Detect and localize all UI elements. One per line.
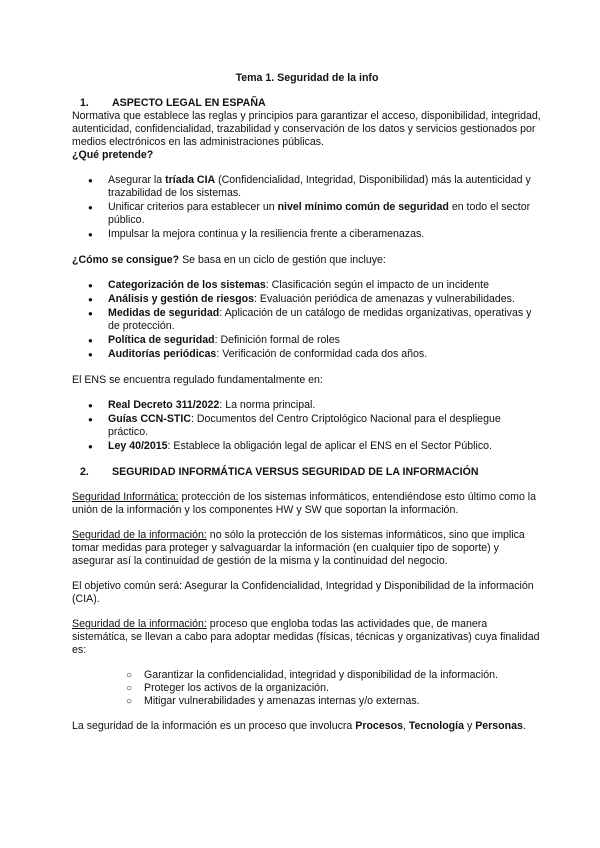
list-item: [72, 293, 542, 306]
list-item: [72, 440, 542, 453]
conclusion-bold: Procesos: [355, 720, 403, 732]
law-text: : La norma principal.: [219, 399, 316, 411]
law-bold: Ley 40/2015: [108, 440, 168, 452]
term-underlined: Seguridad Informática:: [72, 491, 179, 503]
list-item: [72, 413, 542, 439]
conclusion-text: La seguridad de la información es un proceso que involucra: [72, 720, 356, 732]
list-item: [72, 399, 542, 412]
law-bold: Real Decreto 311/2022: [108, 399, 220, 411]
goal-text: Impulsar la mejora continua y la resiliencia frente a ciberamenazas.: [108, 228, 425, 240]
list-item: [72, 334, 542, 347]
page-title: Tema 1. Seguridad de la info: [235, 72, 379, 84]
step-text: : Verificación de conformidad cada dos años.: [216, 348, 428, 360]
list-item: [72, 307, 542, 333]
list-item: [72, 201, 542, 227]
section-1-number: 1.: [80, 97, 89, 109]
section-2-title: SEGURIDAD INFORMÁTICA VERSUS SEGURIDAD DE LA INFORMACIÓN: [112, 466, 479, 478]
law-bold: Guías CCN-STIC: [108, 413, 191, 425]
list-item: [72, 348, 542, 361]
conclusion-bold: Tecnología: [408, 720, 464, 732]
term-underlined: Seguridad de la información:: [72, 529, 207, 541]
law-text: : Establece la obligación legal de aplicar el ENS en el Sector Público.: [167, 440, 492, 452]
step-text: : Evaluación periódica de amenazas y vulnerabilidades.: [254, 293, 515, 305]
question-what-text: ¿Qué pretende?: [72, 149, 154, 161]
paragraph-proceso: [72, 618, 542, 657]
term-underlined: Seguridad de la información:: [72, 618, 207, 630]
law-text: : Documentos del Centro Criptológico Nacional para el despliegue práctico.: [108, 413, 501, 438]
step-text: : Definición formal de roles: [214, 334, 340, 346]
section-1-intro: Normativa que establece las reglas y principios para garantizar el acceso, disponibilidad, integridad, autenticidad, confidencialidad, trazabilidad y conservación de los datos y servicios gestionados por medios electrónicos en las administraciones públicas.: [72, 110, 541, 148]
step-bold: Medidas de seguridad: [108, 307, 220, 319]
question-how-bold: ¿Cómo se consigue?: [72, 254, 180, 266]
section-2-number: 2.: [80, 466, 89, 478]
section-1-heading: [72, 97, 542, 110]
list-item: ○ Garantizar la confidencialidad, integridad y disponibilidad de la información.: [72, 669, 542, 682]
list-item: ○ Proteger los activos de la organización.: [72, 682, 542, 695]
paragraph-objetivo: El objetivo común será: Asegurar la Confidencialidad, Integridad y Disponibilidad de la información (CIA).: [72, 580, 534, 605]
conclusion-text: y: [464, 720, 476, 732]
section-2-heading: [72, 466, 542, 479]
definition-text: protección de los sistemas informáticos, entendiéndose esto último como la unión de la información y los componentes HW y SW que soportan la información.: [72, 491, 537, 516]
definition-text: proceso que engloba todas las actividades que, de manera sistemática, se llevan a cabo para adoptar medidas (físicas, técnicas y organizativas) cuya finalidad es:: [72, 618, 540, 656]
step-text: : Clasificación según el impacto de un incidente: [265, 279, 489, 291]
conclusion-bold: Personas: [475, 720, 523, 732]
steps-list: [72, 279, 542, 361]
goal-text: Asegurar la: [108, 174, 166, 186]
step-bold: Política de seguridad: [108, 334, 215, 346]
list-item: [72, 279, 542, 292]
goal-bold: nivel mínimo común de seguridad: [277, 201, 449, 213]
aims-list: [72, 669, 542, 708]
goal-bold: tríada CIA: [165, 174, 216, 186]
paragraph-seguridad-informatica: [72, 491, 542, 517]
question-how: [72, 254, 542, 267]
goal-text: Unificar criterios para establecer un: [108, 201, 278, 213]
step-bold: Categorización de los sistemas: [108, 279, 266, 291]
step-bold: Auditorías periódicas: [108, 348, 217, 360]
goals-list: [72, 174, 542, 241]
paragraph-seguridad-informacion: [72, 529, 542, 568]
list-item: [72, 174, 542, 200]
laws-list: [72, 399, 542, 453]
definition-text: no sólo la protección de los sistemas informáticos, sino que implica tomar medidas para proteger y salvaguardar la información (en cualquier tipo de soporte) y asegurar así la continuidad de gestión de la misma y la continuidad del negocio.: [72, 529, 525, 567]
goal-text: en todo el sector público.: [108, 201, 531, 226]
step-text: : Aplicación de un catálogo de medidas organizativas, operativas y de protección.: [108, 307, 532, 332]
paragraph-conclusion: [72, 720, 542, 733]
conclusion-text: ,: [402, 720, 409, 732]
list-item: ○ Mitigar vulnerabilidades y amenazas internas y/o externas.: [72, 695, 542, 708]
conclusion-text: .: [522, 720, 526, 732]
question-how-text: Se basa en un ciclo de gestión que incluye:: [179, 254, 386, 266]
section-1-title: ASPECTO LEGAL EN ESPAÑA: [112, 97, 266, 109]
list-item: [72, 228, 542, 241]
question-what: [72, 149, 542, 162]
step-bold: Análisis y gestión de riesgos: [108, 293, 255, 305]
ens-intro: El ENS se encuentra regulado fundamentalmente en:: [72, 374, 323, 386]
goal-text: (Confidencialidad, Integridad, Disponibilidad) más la autenticidad y trazabilidad de los sistemas.: [108, 174, 531, 199]
